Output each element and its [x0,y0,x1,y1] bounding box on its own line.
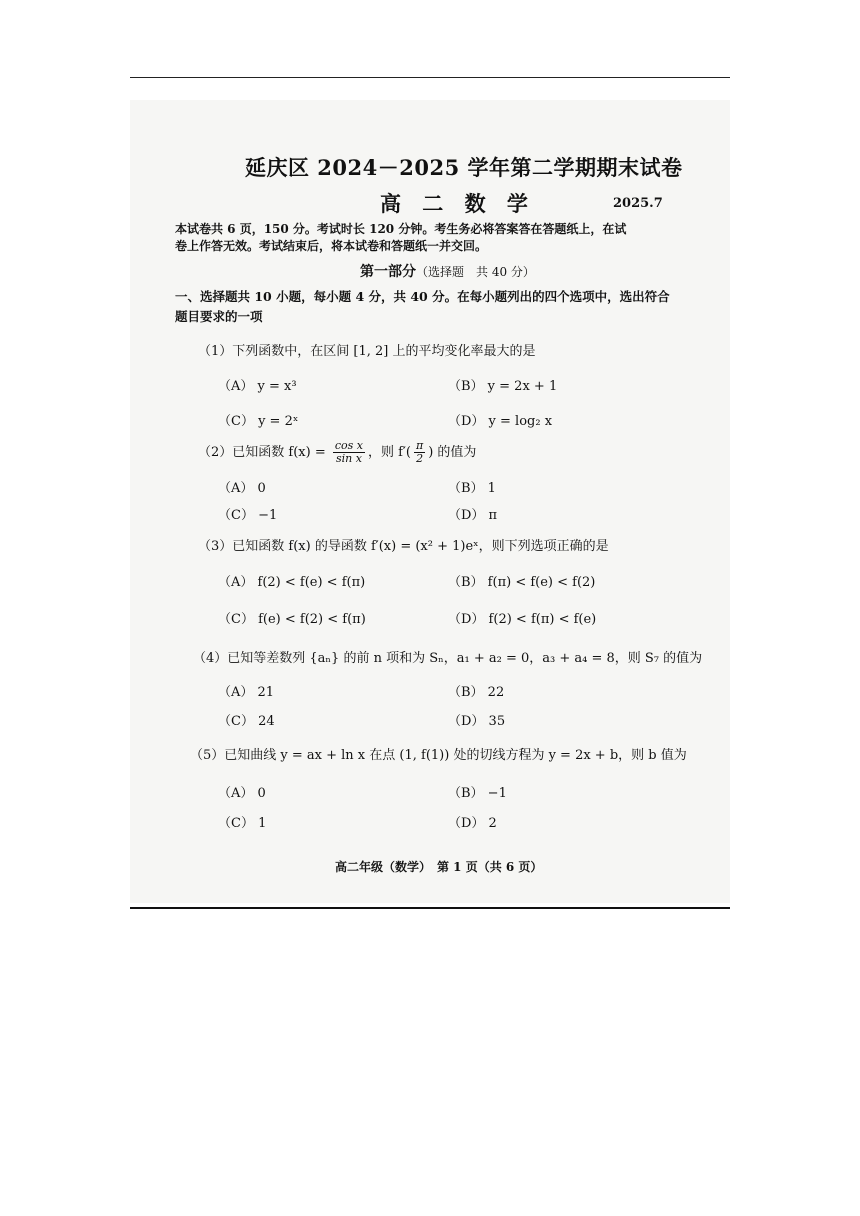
question-5-option-b: （B） −1 [448,786,507,801]
question-3-option-a: （A） f(2) < f(e) < f(π) [218,575,366,590]
bottom-rule [130,907,730,909]
question-4-option-a: （A） 21 [218,685,275,700]
fraction-denominator: 2 [416,452,424,465]
question-3-option-d: （D） f(2) < f(π) < f(e) [448,612,597,627]
page-footer: 高二年级（数学） 第 1 页（共 6 页） [335,860,543,874]
question-5-option-a: （A） 0 [218,786,266,801]
question-1-option-a: （A） y = x³ [218,379,297,394]
question-4-stem: （4）已知等差数列 {aₙ} 的前 n 项和为 Sₙ，a₁ + a₂ = 0，a₃ + a₄ = 8，则 S₇ 的值为 [193,651,703,666]
section-instruction-2: 题目要求的一项 [175,309,263,324]
part-subtitle: （选择题 共 40 分） [416,265,535,279]
question-2-stem [198,440,476,465]
exam-title: 延庆区 2024－2025 学年第二学期期末试卷 [245,155,683,180]
notice-line-2: 卷上作答无效。考试结束后，将本试卷和答题纸一并交回。 [175,239,488,253]
question-1-stem: （1）下列函数中，在区间 [1, 2] 上的平均变化率最大的是 [198,344,536,359]
question-2-stem-mid: ，则 f′( [368,445,411,460]
exam-date: 2025.7 [613,196,663,211]
question-1-option-d: （D） y = log₂ x [448,414,553,429]
question-4-option-c: （C） 24 [218,714,275,729]
fraction-numerator: cos x [334,439,363,452]
question-2-stem-suffix: ) 的值为 [428,445,477,460]
question-2-option-a: （A） 0 [218,481,266,496]
question-3-stem: （3）已知函数 f(x) 的导函数 f′(x) = (x² + 1)eˣ，则下列选项正确的是 [198,539,609,554]
top-rule [130,77,730,78]
question-1-option-c: （C） y = 2ˣ [218,414,299,429]
part-heading [360,261,535,281]
question-4-option-b: （B） 22 [448,685,505,700]
question-5-option-c: （C） 1 [218,816,267,831]
notice-line-1: 本试卷共 6 页，150 分。考试时长 120 分钟。考生务必将答案答在答题纸上，在试 [175,222,627,236]
question-3-option-b: （B） f(π) < f(e) < f(2) [448,575,596,590]
fraction-denominator: sin x [335,452,362,465]
question-3-option-c: （C） f(e) < f(2) < f(π) [218,612,366,627]
question-2-option-d: （D） π [448,508,498,523]
question-4-option-d: （D） 35 [448,714,506,729]
question-1-option-b: （B） y = 2x + 1 [448,379,558,394]
fraction-cos-over-sin [333,440,365,465]
question-2-stem-prefix: （2）已知函数 f(x) = [198,445,326,460]
fraction-numerator: π [415,439,424,452]
question-2-option-c: （C） −1 [218,508,278,523]
question-2-option-b: （B） 1 [448,481,496,496]
fraction-pi-over-2 [414,440,425,465]
exam-subject: 高 二 数 学 [380,191,535,216]
part-title: 第一部分 [360,264,416,280]
question-5-option-d: （D） 2 [448,816,497,831]
question-5-stem: （5）已知曲线 y = ax + ln x 在点 (1, f(1)) 处的切线方程为 y = 2x + b，则 b 值为 [190,748,687,763]
section-instruction-1: 一、选择题共 10 小题，每小题 4 分，共 40 分。在每小题列出的四个选项中，选出符合 [175,289,670,304]
